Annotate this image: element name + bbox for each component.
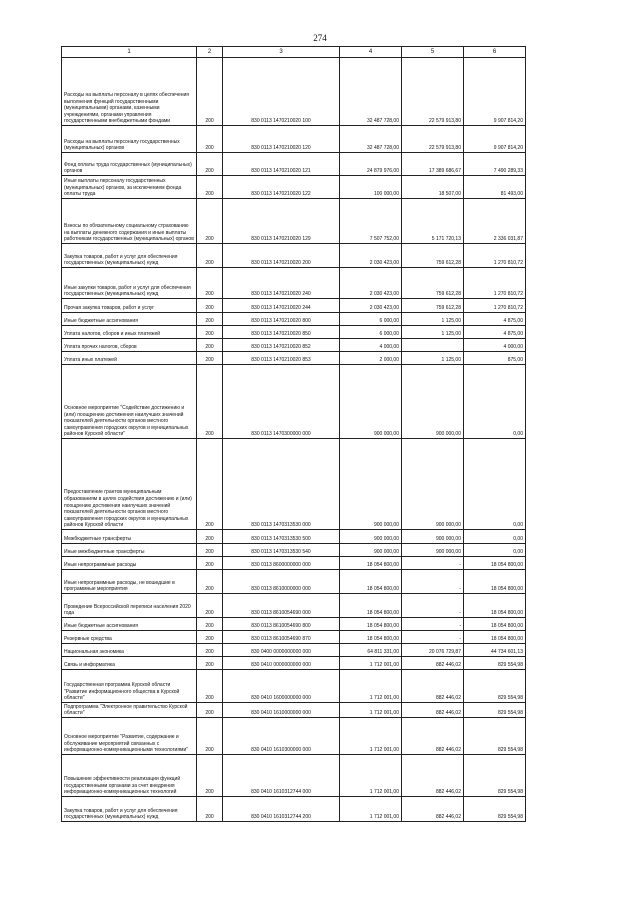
row-col6-value: 18 054 800,00 xyxy=(464,618,526,631)
row-code-cell: 830 0113 1470300000 000 xyxy=(223,365,340,439)
row-col5-value: 882 446,02 xyxy=(402,657,464,670)
row-col2-cell: 200 xyxy=(197,797,223,822)
row-col2-cell: 200 xyxy=(197,644,223,657)
column-header: 4 xyxy=(340,47,402,58)
row-col2-cell: 200 xyxy=(197,153,223,176)
row-col2-cell: 200 xyxy=(197,670,223,703)
row-code-cell: 830 0113 1470210020 853 xyxy=(223,352,340,365)
row-col6-value: 4 875,00 xyxy=(464,326,526,339)
row-name-cell: Государственная программа Курской области "Развитие информационного общества в Курской области" xyxy=(62,670,197,703)
table-row xyxy=(62,339,526,352)
row-col2-cell: 200 xyxy=(197,244,223,268)
row-code-cell: 830 0410 1600000000 000 xyxy=(223,670,340,703)
row-col5-value: 882 446,02 xyxy=(402,797,464,822)
row-name-cell: Повышение эффективности реализации функций государственными органами за счет внедрения информационно-коммуникационных технологий xyxy=(62,755,197,797)
row-col4-value: 1 712 001,00 xyxy=(340,755,402,797)
column-header: 2 xyxy=(197,47,223,58)
row-name-cell: Взносы по обязательному социальному страхованию на выплаты денежного содержания и иные выплаты работникам государственных (муниципальных) органов xyxy=(62,199,197,244)
row-col6-value: 9 907 814,20 xyxy=(464,58,526,126)
row-col4-value: 24 879 976,00 xyxy=(340,153,402,176)
row-col6-value: 829 554,98 xyxy=(464,657,526,670)
table-row xyxy=(62,755,526,797)
row-name-cell: Уплата прочих налогов, сборов xyxy=(62,339,197,352)
row-code-cell: 830 0410 1610300000 000 xyxy=(223,718,340,755)
row-col6-value: 829 554,98 xyxy=(464,670,526,703)
row-name-cell: Межбюджетные трансферты xyxy=(62,530,197,544)
row-col5-value: - xyxy=(402,594,464,618)
row-name-cell: Прочая закупка товаров, работ и услуг xyxy=(62,299,197,313)
row-col4-value: 1 712 001,00 xyxy=(340,718,402,755)
row-col5-value: 882 446,02 xyxy=(402,718,464,755)
row-col5-value: 1 125,00 xyxy=(402,326,464,339)
row-name-cell: Связь и информатика xyxy=(62,657,197,670)
row-name-cell: Основное мероприятие "Содействие достижению и (или) поощрению достижения наилучших значений показателей деятельности органов местного самоуправления городских округов и муниципальных районов Курской области" xyxy=(62,365,197,439)
row-col6-value: 0,00 xyxy=(464,365,526,439)
row-name-cell: Уплата иных платежей xyxy=(62,352,197,365)
row-col5-value: 882 446,02 xyxy=(402,755,464,797)
row-col4-value: 100 000,00 xyxy=(340,176,402,199)
table-row xyxy=(62,352,526,365)
row-name-cell: Резервные средства xyxy=(62,631,197,644)
table-row xyxy=(62,313,526,326)
row-col5-value: 20 076 729,87 xyxy=(402,644,464,657)
table-row xyxy=(62,618,526,631)
row-code-cell: 830 0113 1470210020 122 xyxy=(223,176,340,199)
budget-execution-table xyxy=(61,46,526,822)
table-row xyxy=(62,439,526,530)
row-col4-value: 18 054 800,00 xyxy=(340,618,402,631)
table-row xyxy=(62,176,526,199)
row-col4-value: 900 000,00 xyxy=(340,530,402,544)
row-code-cell: 830 0410 1610312744 200 xyxy=(223,797,340,822)
row-col6-value: 4 000,00 xyxy=(464,339,526,352)
row-col5-value: 900 000,00 xyxy=(402,544,464,557)
row-col4-value: 2 000,00 xyxy=(340,352,402,365)
row-col4-value: 6 000,00 xyxy=(340,326,402,339)
row-name-cell: Иные бюджетные ассигнования xyxy=(62,618,197,631)
row-col4-value: 900 000,00 xyxy=(340,439,402,530)
row-col6-value: 18 054 800,00 xyxy=(464,570,526,594)
row-col5-value: - xyxy=(402,631,464,644)
table-row xyxy=(62,703,526,718)
row-code-cell: 830 0113 8610054690 000 xyxy=(223,594,340,618)
table-row xyxy=(62,594,526,618)
row-col4-value: 32 487 728,00 xyxy=(340,126,402,153)
row-col2-cell: 200 xyxy=(197,557,223,570)
table-row xyxy=(62,644,526,657)
row-code-cell: 830 0113 8600000000 000 xyxy=(223,557,340,570)
table-row xyxy=(62,570,526,594)
row-col4-value: 1 712 001,00 xyxy=(340,657,402,670)
row-code-cell: 830 0113 1470210020 100 xyxy=(223,58,340,126)
row-col5-value: 900 000,00 xyxy=(402,530,464,544)
row-col2-cell: 200 xyxy=(197,299,223,313)
row-col6-value: 1 270 810,72 xyxy=(464,244,526,268)
row-col4-value: 4 000,00 xyxy=(340,339,402,352)
row-code-cell: 830 0113 1470210020 800 xyxy=(223,313,340,326)
table-row xyxy=(62,58,526,126)
row-col5-value: - xyxy=(402,557,464,570)
row-name-cell: Проведение Всероссийской переписи населения 2020 года xyxy=(62,594,197,618)
table-row xyxy=(62,670,526,703)
header-row xyxy=(62,47,526,58)
row-col5-value: 17 389 686,67 xyxy=(402,153,464,176)
table-row xyxy=(62,153,526,176)
row-col2-cell: 200 xyxy=(197,268,223,299)
row-col6-value: 1 270 810,72 xyxy=(464,299,526,313)
row-col2-cell: 200 xyxy=(197,365,223,439)
row-col6-value: 875,00 xyxy=(464,352,526,365)
column-header: 6 xyxy=(464,47,526,58)
page-number: 274 xyxy=(313,33,327,43)
table-row xyxy=(62,365,526,439)
row-col6-value: 18 054 800,00 xyxy=(464,631,526,644)
row-col4-value: 900 000,00 xyxy=(340,544,402,557)
column-header: 3 xyxy=(223,47,340,58)
column-header: 5 xyxy=(402,47,464,58)
row-col2-cell: 200 xyxy=(197,58,223,126)
row-name-cell: Иные непрограммные расходы, не вошедшие в программные мероприятия xyxy=(62,570,197,594)
row-col6-value: 44 734 601,13 xyxy=(464,644,526,657)
row-col2-cell: 200 xyxy=(197,126,223,153)
table-row xyxy=(62,326,526,339)
row-col4-value: 18 054 800,00 xyxy=(340,557,402,570)
table-row xyxy=(62,657,526,670)
row-col5-value: - xyxy=(402,618,464,631)
row-col2-cell: 200 xyxy=(197,718,223,755)
row-col2-cell: 200 xyxy=(197,352,223,365)
table-row xyxy=(62,797,526,822)
table-row xyxy=(62,557,526,570)
row-name-cell: Предоставление грантов муниципальным образованиям в целях содействия достижению и (или) поощрению достижения наилучших значений показателей деятельности органов местного самоуправления городских округов и муниципальных районов Курской области xyxy=(62,439,197,530)
row-col6-value: 0,00 xyxy=(464,544,526,557)
row-col5-value: 900 000,00 xyxy=(402,365,464,439)
table-row xyxy=(62,244,526,268)
row-col2-cell: 200 xyxy=(197,199,223,244)
row-col2-cell: 200 xyxy=(197,313,223,326)
row-code-cell: 830 0113 1470313530 540 xyxy=(223,544,340,557)
row-name-cell: Подпрограмма "Электронное правительство Курской области" xyxy=(62,703,197,718)
row-col5-value: 1 125,00 xyxy=(402,352,464,365)
row-name-cell: Расходы на выплаты персоналу государственных (муниципальных) органов xyxy=(62,126,197,153)
row-col6-value: 0,00 xyxy=(464,439,526,530)
row-col5-value: - xyxy=(402,570,464,594)
row-col4-value: 18 054 800,00 xyxy=(340,570,402,594)
table-row xyxy=(62,299,526,313)
row-col5-value: 882 446,02 xyxy=(402,703,464,718)
row-col4-value: 2 030 423,00 xyxy=(340,244,402,268)
row-code-cell: 830 0113 1470313530 000 xyxy=(223,439,340,530)
row-col4-value: 18 054 800,00 xyxy=(340,594,402,618)
row-col2-cell: 200 xyxy=(197,530,223,544)
row-col4-value: 7 507 752,00 xyxy=(340,199,402,244)
row-col2-cell: 200 xyxy=(197,657,223,670)
row-col6-value: 829 554,98 xyxy=(464,797,526,822)
row-code-cell: 830 0113 8610054690 870 xyxy=(223,631,340,644)
row-col6-value: 18 054 800,00 xyxy=(464,594,526,618)
row-col5-value: 900 000,00 xyxy=(402,439,464,530)
row-col5-value: 5 171 720,13 xyxy=(402,199,464,244)
row-col2-cell: 200 xyxy=(197,544,223,557)
row-col4-value: 32 487 728,00 xyxy=(340,58,402,126)
row-code-cell: 830 0113 1470210020 852 xyxy=(223,339,340,352)
table-row xyxy=(62,631,526,644)
row-code-cell: 830 0113 1470210020 200 xyxy=(223,244,340,268)
row-name-cell: Фонд оплаты труда государственных (муниципальных) органов xyxy=(62,153,197,176)
row-col2-cell: 200 xyxy=(197,439,223,530)
table-row xyxy=(62,268,526,299)
row-col6-value: 1 270 810,72 xyxy=(464,268,526,299)
row-code-cell: 830 0113 8610000000 000 xyxy=(223,570,340,594)
row-col6-value: 0,00 xyxy=(464,530,526,544)
row-col4-value: 2 030 423,00 xyxy=(340,299,402,313)
row-col6-value: 829 554,98 xyxy=(464,718,526,755)
row-col2-cell: 200 xyxy=(197,176,223,199)
row-name-cell: Иные выплаты персоналу государственных (муниципальных) органов, за исключением фонда оплаты труда xyxy=(62,176,197,199)
row-col5-value: 22 579 913,80 xyxy=(402,126,464,153)
row-code-cell: 830 0410 0000000000 000 xyxy=(223,657,340,670)
row-col4-value: 1 712 001,00 xyxy=(340,797,402,822)
row-col6-value: 9 907 814,20 xyxy=(464,126,526,153)
row-col2-cell: 200 xyxy=(197,631,223,644)
row-name-cell: Основное мероприятие "Развитие, содержание и обслуживание мероприятий связанных с информационно-коммуникационными технологиями" xyxy=(62,718,197,755)
row-col6-value: 829 554,98 xyxy=(464,703,526,718)
row-code-cell: 830 0113 1470313530 500 xyxy=(223,530,340,544)
table-row xyxy=(62,126,526,153)
row-col6-value: 2 336 031,87 xyxy=(464,199,526,244)
column-header: 1 xyxy=(62,47,197,58)
row-col4-value: 2 030 423,00 xyxy=(340,268,402,299)
row-col2-cell: 200 xyxy=(197,339,223,352)
row-col6-value: 829 554,98 xyxy=(464,755,526,797)
row-name-cell: Иные закупки товаров, работ и услуг для обеспечения государственных (муниципальных) нужд xyxy=(62,268,197,299)
row-col4-value: 18 054 800,00 xyxy=(340,631,402,644)
row-col4-value: 6 000,00 xyxy=(340,313,402,326)
row-code-cell: 830 0113 8610054690 800 xyxy=(223,618,340,631)
row-name-cell: Расходы на выплаты персоналу в целях обеспечения выполнения функций государственными (муниципальными) органами, казенными учреждениями, органами управления государственными внебюджетными фондами xyxy=(62,58,197,126)
row-col5-value: 759 612,28 xyxy=(402,268,464,299)
table-row xyxy=(62,718,526,755)
row-name-cell: Иные межбюджетные трансферты xyxy=(62,544,197,557)
row-col4-value: 64 811 331,00 xyxy=(340,644,402,657)
row-code-cell: 830 0113 1470210020 244 xyxy=(223,299,340,313)
row-col4-value: 1 712 001,00 xyxy=(340,703,402,718)
row-col6-value: 81 493,00 xyxy=(464,176,526,199)
row-code-cell: 830 0113 1470210020 129 xyxy=(223,199,340,244)
row-col6-value: 4 875,00 xyxy=(464,313,526,326)
row-name-cell: Иные бюджетные ассигнования xyxy=(62,313,197,326)
row-col2-cell: 200 xyxy=(197,326,223,339)
row-col2-cell: 200 xyxy=(197,570,223,594)
row-col4-value: 900 000,00 xyxy=(340,365,402,439)
row-col6-value: 7 490 289,33 xyxy=(464,153,526,176)
table-row xyxy=(62,530,526,544)
row-col2-cell: 200 xyxy=(197,703,223,718)
row-code-cell: 830 0113 1470210020 121 xyxy=(223,153,340,176)
row-col5-value xyxy=(402,339,464,352)
row-col5-value: 882 446,02 xyxy=(402,670,464,703)
row-col2-cell: 200 xyxy=(197,755,223,797)
row-col5-value: 22 579 913,80 xyxy=(402,58,464,126)
row-col5-value: 759 612,28 xyxy=(402,299,464,313)
row-col4-value: 1 712 001,00 xyxy=(340,670,402,703)
row-name-cell: Уплата налогов, сборов и иных платежей xyxy=(62,326,197,339)
row-name-cell: Национальная экономика xyxy=(62,644,197,657)
row-col5-value: 1 125,00 xyxy=(402,313,464,326)
row-code-cell: 830 0410 1610312744 000 xyxy=(223,755,340,797)
row-col5-value: 18 507,00 xyxy=(402,176,464,199)
row-name-cell: Закупка товаров, работ и услуг для обеспечения государственных (муниципальных) нужд xyxy=(62,797,197,822)
row-name-cell: Иные непрограммные расходы xyxy=(62,557,197,570)
row-code-cell: 830 0400 0000000000 000 xyxy=(223,644,340,657)
row-col6-value: 18 054 800,00 xyxy=(464,557,526,570)
row-code-cell: 830 0113 1470210020 850 xyxy=(223,326,340,339)
row-name-cell: Закупка товаров, работ и услуг для обеспечения государственных (муниципальных) нужд xyxy=(62,244,197,268)
row-col5-value: 759 612,28 xyxy=(402,244,464,268)
table-row xyxy=(62,544,526,557)
row-code-cell: 830 0410 1610000000 000 xyxy=(223,703,340,718)
row-col2-cell: 200 xyxy=(197,594,223,618)
row-col2-cell: 200 xyxy=(197,618,223,631)
row-code-cell: 830 0113 1470210020 240 xyxy=(223,268,340,299)
table-row xyxy=(62,199,526,244)
row-code-cell: 830 0113 1470210020 120 xyxy=(223,126,340,153)
